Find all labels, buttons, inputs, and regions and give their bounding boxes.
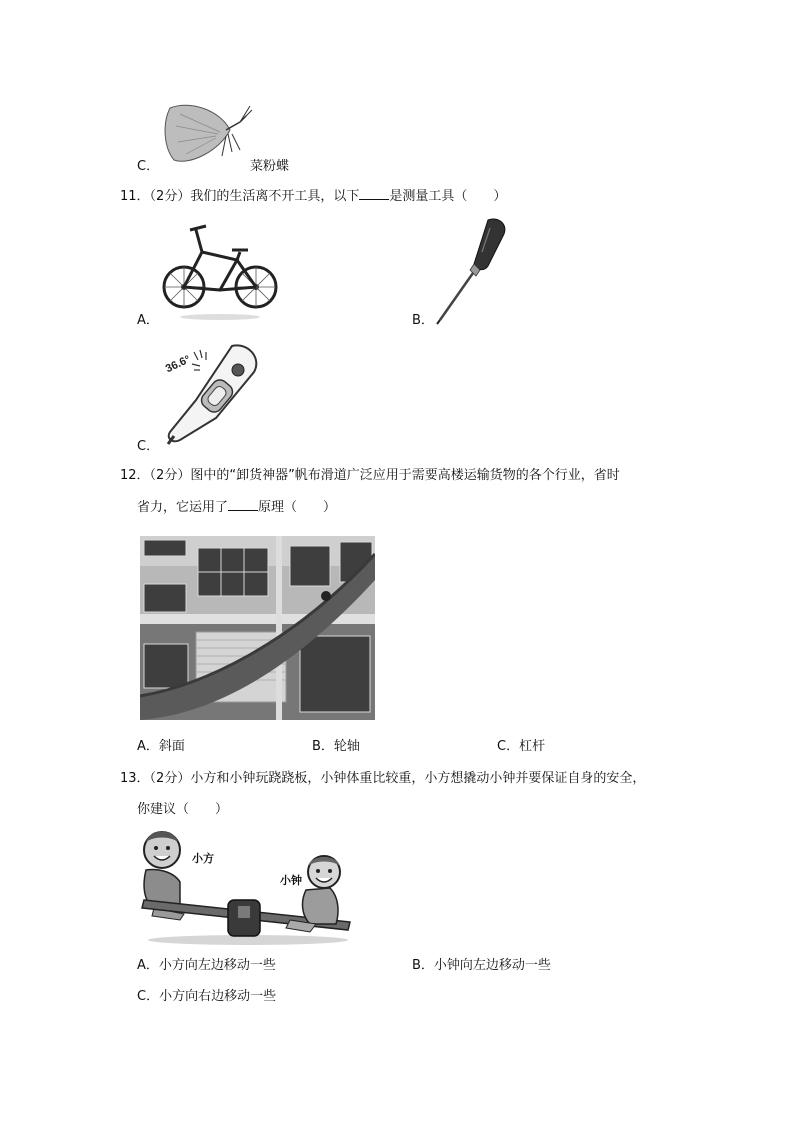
q12-stem-line1 bbox=[120, 467, 620, 485]
seesaw-figure bbox=[140, 826, 355, 948]
q11-stem-before: 我们的生活离不开工具，以下 bbox=[190, 189, 360, 204]
q13-option-b-text: 小钟向左边移动一些 bbox=[433, 958, 551, 973]
q12-stem-before: 省力，它运用了 bbox=[137, 500, 229, 515]
butterfly-icon bbox=[160, 100, 255, 170]
cargo-chute-photo bbox=[140, 536, 375, 720]
q12-number: 12． bbox=[120, 468, 150, 483]
q11-score: （2分） bbox=[149, 189, 191, 204]
q12-option-b bbox=[312, 738, 360, 756]
q13-option-c bbox=[137, 988, 276, 1006]
q13-stem-line1 bbox=[120, 770, 645, 788]
q12-option-c-letter: C． bbox=[497, 739, 520, 754]
q12-option-a-text: 斜面 bbox=[158, 739, 185, 754]
q11-option-c-letter: C． bbox=[137, 439, 160, 454]
q13-stem-text1: 小方和小钟玩跷跷板，小钟体重比较重，小方想撬动小钟并要保证自身的安全， bbox=[190, 771, 646, 786]
q11-stem-after: 是测量工具（ ） bbox=[389, 189, 507, 204]
q11-blank bbox=[359, 187, 389, 200]
q11-number: 11． bbox=[120, 189, 150, 204]
q12-option-a bbox=[137, 738, 185, 756]
q13-option-c-text: 小方向右边移动一些 bbox=[159, 989, 277, 1004]
q12-option-c-text: 杠杆 bbox=[519, 739, 546, 754]
thermometer-icon bbox=[162, 340, 267, 450]
q12-stem-text1: 图中的“卸货神器”帆布滑道广泛应用于需要高楼运输货物的各个行业，省时 bbox=[190, 468, 620, 483]
q10-option-c-caption: 菜粉蝶 bbox=[250, 159, 290, 174]
q12-option-c bbox=[497, 738, 545, 756]
q13-stem-line2: 你建议（ ） bbox=[137, 802, 229, 817]
q13-option-b bbox=[412, 957, 551, 975]
q11-option-b-letter: B． bbox=[412, 313, 434, 328]
bicycle-icon bbox=[162, 222, 280, 322]
q12-option-b-letter: B． bbox=[312, 739, 334, 754]
q12-stem-line2 bbox=[137, 498, 336, 517]
q12-score: （2分） bbox=[149, 468, 191, 483]
screwdriver-icon bbox=[432, 216, 512, 326]
q12-option-b-text: 轮轴 bbox=[333, 739, 360, 754]
q11-stem bbox=[120, 187, 506, 206]
seesaw-label-left: 小方 bbox=[192, 852, 214, 865]
q13-number: 13． bbox=[120, 771, 150, 786]
q13-option-a-text: 小方向左边移动一些 bbox=[158, 958, 276, 973]
q12-option-a-letter: A． bbox=[137, 739, 159, 754]
q13-option-a bbox=[137, 957, 276, 975]
q12-blank bbox=[228, 498, 258, 511]
q13-score: （2分） bbox=[149, 771, 191, 786]
q10-option-c-letter: C． bbox=[137, 159, 160, 174]
q13-option-c-letter: C． bbox=[137, 989, 160, 1004]
q12-stem-after: 原理（ ） bbox=[258, 500, 337, 515]
seesaw-label-right: 小钟 bbox=[280, 874, 302, 887]
q13-option-a-letter: A． bbox=[137, 958, 159, 973]
thermometer-reading: 36.6° bbox=[163, 353, 193, 376]
q13-option-b-letter: B． bbox=[412, 958, 434, 973]
q11-option-a-letter: A． bbox=[137, 313, 159, 328]
